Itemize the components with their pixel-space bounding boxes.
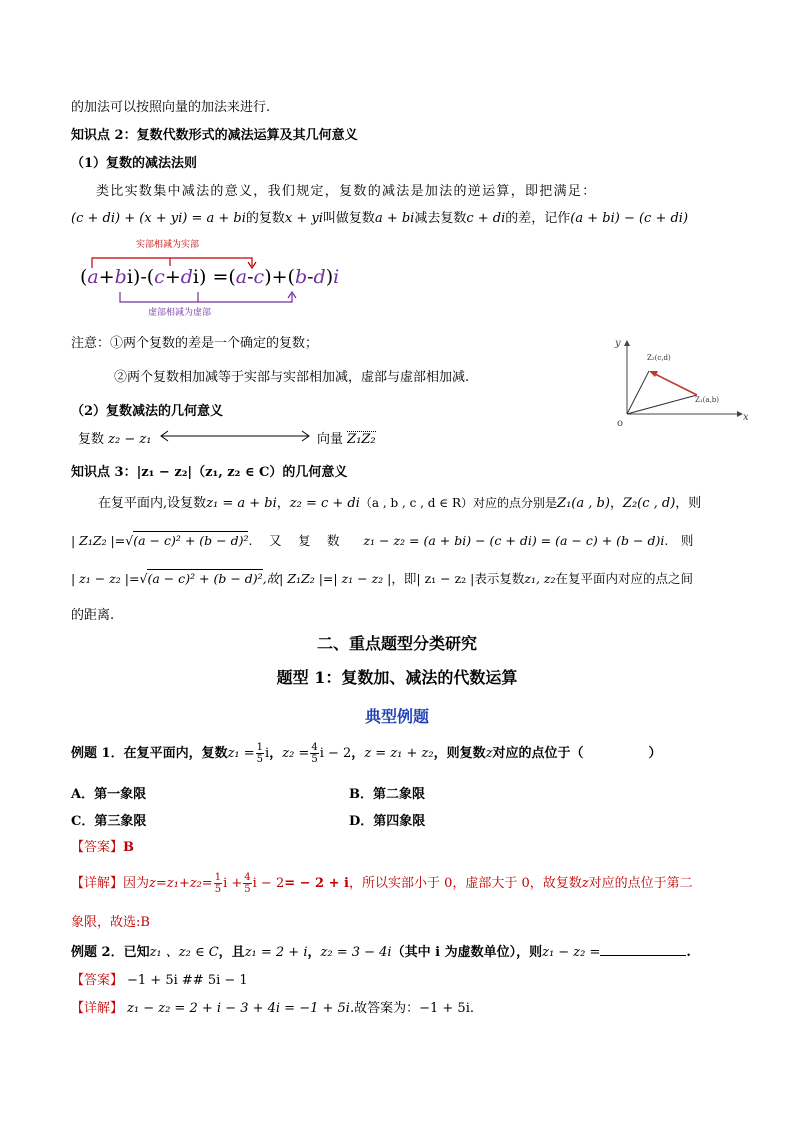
fraction: [243, 872, 251, 895]
answer-tag: 【答案】: [71, 973, 124, 988]
text: 叫做复数: [322, 211, 375, 226]
paragraph-continuation: 的加法可以按照向量的加法来进行.: [71, 100, 271, 115]
y-axis-label: y: [615, 338, 621, 349]
point-z2-label: Z₂(c,d): [647, 354, 671, 362]
subtraction-equation: [80, 266, 339, 288]
equation-text: a + bi: [374, 211, 415, 226]
eq-var: b: [114, 266, 127, 288]
point-z1-label: Z₁(a,b): [695, 396, 720, 404]
eq-var: c: [253, 266, 265, 288]
subsection-geometric-meaning: （2）复数减法的几何意义: [71, 404, 224, 419]
example-2-question: [71, 941, 691, 960]
equation-text: z₁ = a + bi: [206, 496, 277, 511]
text: ，: [351, 746, 365, 761]
answer-blank: [600, 943, 686, 956]
numerator: 1: [214, 872, 222, 883]
fraction: [256, 742, 264, 765]
text: ，则: [675, 496, 702, 511]
text: 在复平面内,设复数: [98, 496, 207, 511]
section-heading: 二、重点题型分类研究: [316, 634, 477, 653]
text: ，: [269, 746, 283, 761]
eq-part: i)-(: [126, 266, 155, 288]
equation-text: z₂ = 3 − 4i: [320, 945, 392, 960]
text: ，: [276, 496, 290, 511]
equation-text: z₁ =: [227, 746, 255, 761]
question-type-title: 题型 1：复数加、减法的代数运算: [276, 668, 518, 687]
text: ，: [609, 496, 623, 511]
equation-text: ,故| Z₁Z₂ |=| z₁ − z₂ |: [262, 571, 392, 586]
text: i − 2: [319, 746, 352, 761]
text: 对应的点位于（ ）: [492, 746, 662, 761]
denominator: 5: [214, 884, 222, 895]
complex-plane-diagram: [605, 338, 755, 433]
text: ，所以实部小于 0，虚部大于 0，故复数: [348, 876, 582, 891]
equation-text: x + yi: [284, 211, 323, 226]
equation-text: z₁ − z₂ = (a + bi) − (c + di) = (a − c) + (b − d)i: [363, 533, 665, 548]
complex-vector-correspondence: [78, 428, 151, 447]
detail-tag: 【详解】: [71, 876, 124, 891]
text: （a , b , c , d ∈ R）对应的点分别是: [359, 496, 558, 510]
answer-value: −1 + 5i ## 5i − 1: [127, 973, 248, 988]
denominator: 5: [256, 754, 264, 765]
equation-text: Z₂(c , d): [622, 496, 676, 511]
denominator: 5: [244, 884, 251, 895]
numerator: 4: [244, 872, 251, 883]
equation-text: z: [485, 746, 493, 761]
eq-var: a: [87, 266, 99, 288]
eq-var: d: [180, 266, 193, 288]
text: 减去复数: [414, 211, 467, 226]
text: . 则: [664, 533, 694, 548]
equation-text: (a + bi) − (c + di): [570, 211, 689, 226]
eq-part: )+(: [264, 266, 295, 288]
answer-tag: 【答案】: [71, 840, 124, 855]
option-d: D．第四象限: [349, 814, 426, 829]
equation-text: z₂ − z₁: [108, 432, 152, 447]
example-1-detail-line2: 象限，故选:B: [71, 915, 150, 930]
equation-text: z: [581, 876, 589, 891]
text: . 又 复 数: [248, 533, 342, 548]
example-2-detail: [71, 997, 474, 1016]
text: .: [469, 1001, 474, 1016]
text: ，即| z₁ − z₂ |表示复数: [391, 571, 525, 586]
text: 的复数: [245, 211, 285, 226]
fraction: [310, 742, 318, 765]
text: （其中 i 为虚数单位），则: [391, 945, 543, 960]
text: 对应的点位于第二: [588, 876, 693, 891]
note-line1: 注意：①两个复数的差是一个确定的复数；: [71, 336, 319, 351]
eq-part: ): [325, 266, 334, 288]
equation-text: | z₁ − z₂ |=: [71, 571, 140, 586]
equation-text: z₂ =: [282, 746, 310, 761]
subsection-subtraction-rule: （1）复数的减法法则: [71, 156, 198, 171]
equation-text: z₁ 、z₂ ∈ C: [149, 945, 219, 960]
text: .故答案为：: [349, 1001, 420, 1016]
text: .: [686, 945, 691, 960]
example-1-question: [71, 742, 662, 765]
example-2-answer: [71, 969, 248, 988]
example-1-answer: [71, 836, 134, 855]
equation-text: z=z₁+z₂=: [149, 876, 213, 891]
option-a: A．第一象限: [71, 787, 147, 802]
sqrt-expression: (a − c)² + (b − d)²: [147, 571, 263, 586]
equation-text: z₁ − z₂ =: [542, 945, 601, 960]
text: 复数: [78, 432, 105, 447]
eq-var: a: [235, 266, 248, 288]
eq-var: i: [333, 266, 340, 288]
origin-label: o: [617, 418, 624, 429]
text: ，且: [218, 945, 245, 960]
detail-tag: 【详解】: [71, 1001, 124, 1016]
eq-var: b: [294, 266, 308, 288]
text: i +: [223, 876, 243, 891]
equation-text: Z₁(a , b): [557, 496, 610, 511]
kp3-paragraph-line3: | z₁ − z₂ |=√(a − c)² + (b − d)²,故| Z₁Z₂ |=| z₁ − z₂ |，即| z₁ − z₂ |表示复数z₁, z₂在复平面内对应的点之间: [71, 571, 694, 586]
subtraction-mnemonic-diagram: [80, 232, 340, 322]
vector-z1z2: Z₁Z₂: [347, 432, 376, 447]
x-axis-label: x: [743, 412, 749, 423]
equation-text: | Z₁Z₂ |=: [71, 533, 126, 548]
text: ，: [307, 945, 321, 960]
text: i − 2: [252, 876, 285, 891]
knowledge-point-3-heading: 知识点 3：|z₁ − z₂|（z₁, z₂ ∈ C）的几何意义: [71, 465, 348, 480]
imaginary-part-label: 虚部相减为虚部: [148, 308, 212, 318]
text: 因为: [123, 876, 150, 891]
eq-var: c: [154, 266, 165, 288]
text: ，则复数: [433, 746, 486, 761]
option-c: C．第三象限: [71, 814, 147, 829]
rule-paragraph-line2: [71, 207, 688, 226]
text: 在复平面内对应的点之间: [555, 571, 694, 586]
eq-part: -: [247, 266, 254, 288]
example-1-detail-line1: [71, 872, 693, 895]
sqrt-expression: (a − c)² + (b − d)²: [133, 533, 249, 548]
equation-text: z₁, z₂: [524, 571, 556, 586]
kp3-paragraph-line4: 的距离.: [71, 608, 115, 623]
equation-text: z₁ = 2 + i: [244, 945, 308, 960]
kp3-paragraph-line2: | Z₁Z₂ |=√(a − c)² + (b − d)². 又 复 数 z₁ − z₂ = (a + bi) − (c + di) = (a − c) + (b − d)i. 则: [71, 533, 694, 548]
text: 向量: [317, 432, 344, 447]
rule-paragraph-line1: 类比实数集中减法的意义，我们规定，复数的减法是加法的逆运算，即把满足：: [96, 184, 597, 199]
eq-var: d: [313, 266, 326, 288]
eq-part: -: [307, 266, 314, 288]
note-line2: ②两个复数相加减等于实部与实部相加减，虚部与虚部相加减.: [114, 370, 470, 385]
eq-part: +: [164, 266, 181, 288]
equation-text: = − 2 + i: [284, 876, 349, 891]
vector-label: [317, 428, 376, 447]
knowledge-point-2-heading: 知识点 2：复数代数形式的减法运算及其几何意义: [71, 128, 358, 143]
double-arrow-icon: [158, 429, 312, 443]
text: i: [265, 746, 270, 761]
equation-text: −1 + 5i: [419, 1001, 470, 1016]
eq-part: +: [98, 266, 115, 288]
option-b: B．第二象限: [349, 787, 425, 802]
equation-text: z₂ = c + di: [289, 496, 360, 511]
equation-text: (c + di) + (x + yi) = a + bi: [71, 211, 246, 226]
text: 的差，记作: [505, 211, 571, 226]
equation-text: c + di: [466, 211, 506, 226]
text: 例题 1．在复平面内，复数: [71, 746, 228, 761]
real-part-label: 实部相减为实部: [136, 240, 200, 250]
complex-plane-axes: [605, 338, 755, 433]
answer-value: B: [123, 840, 135, 855]
eq-part: (: [80, 266, 88, 288]
numerator: 1: [256, 742, 264, 753]
example-heading: 典型例题: [364, 707, 429, 726]
kp3-paragraph-line1: [98, 492, 701, 511]
text: 例题 2．已知: [71, 945, 150, 960]
denominator: 5: [311, 754, 318, 765]
equation-text: z₁ − z₂ = 2 + i − 3 + 4i = −1 + 5i: [127, 1001, 350, 1016]
eq-part: i) =(: [192, 266, 236, 288]
numerator: 4: [311, 742, 318, 753]
fraction: [214, 872, 222, 895]
equation-text: z = z₁ + z₂: [364, 746, 434, 761]
